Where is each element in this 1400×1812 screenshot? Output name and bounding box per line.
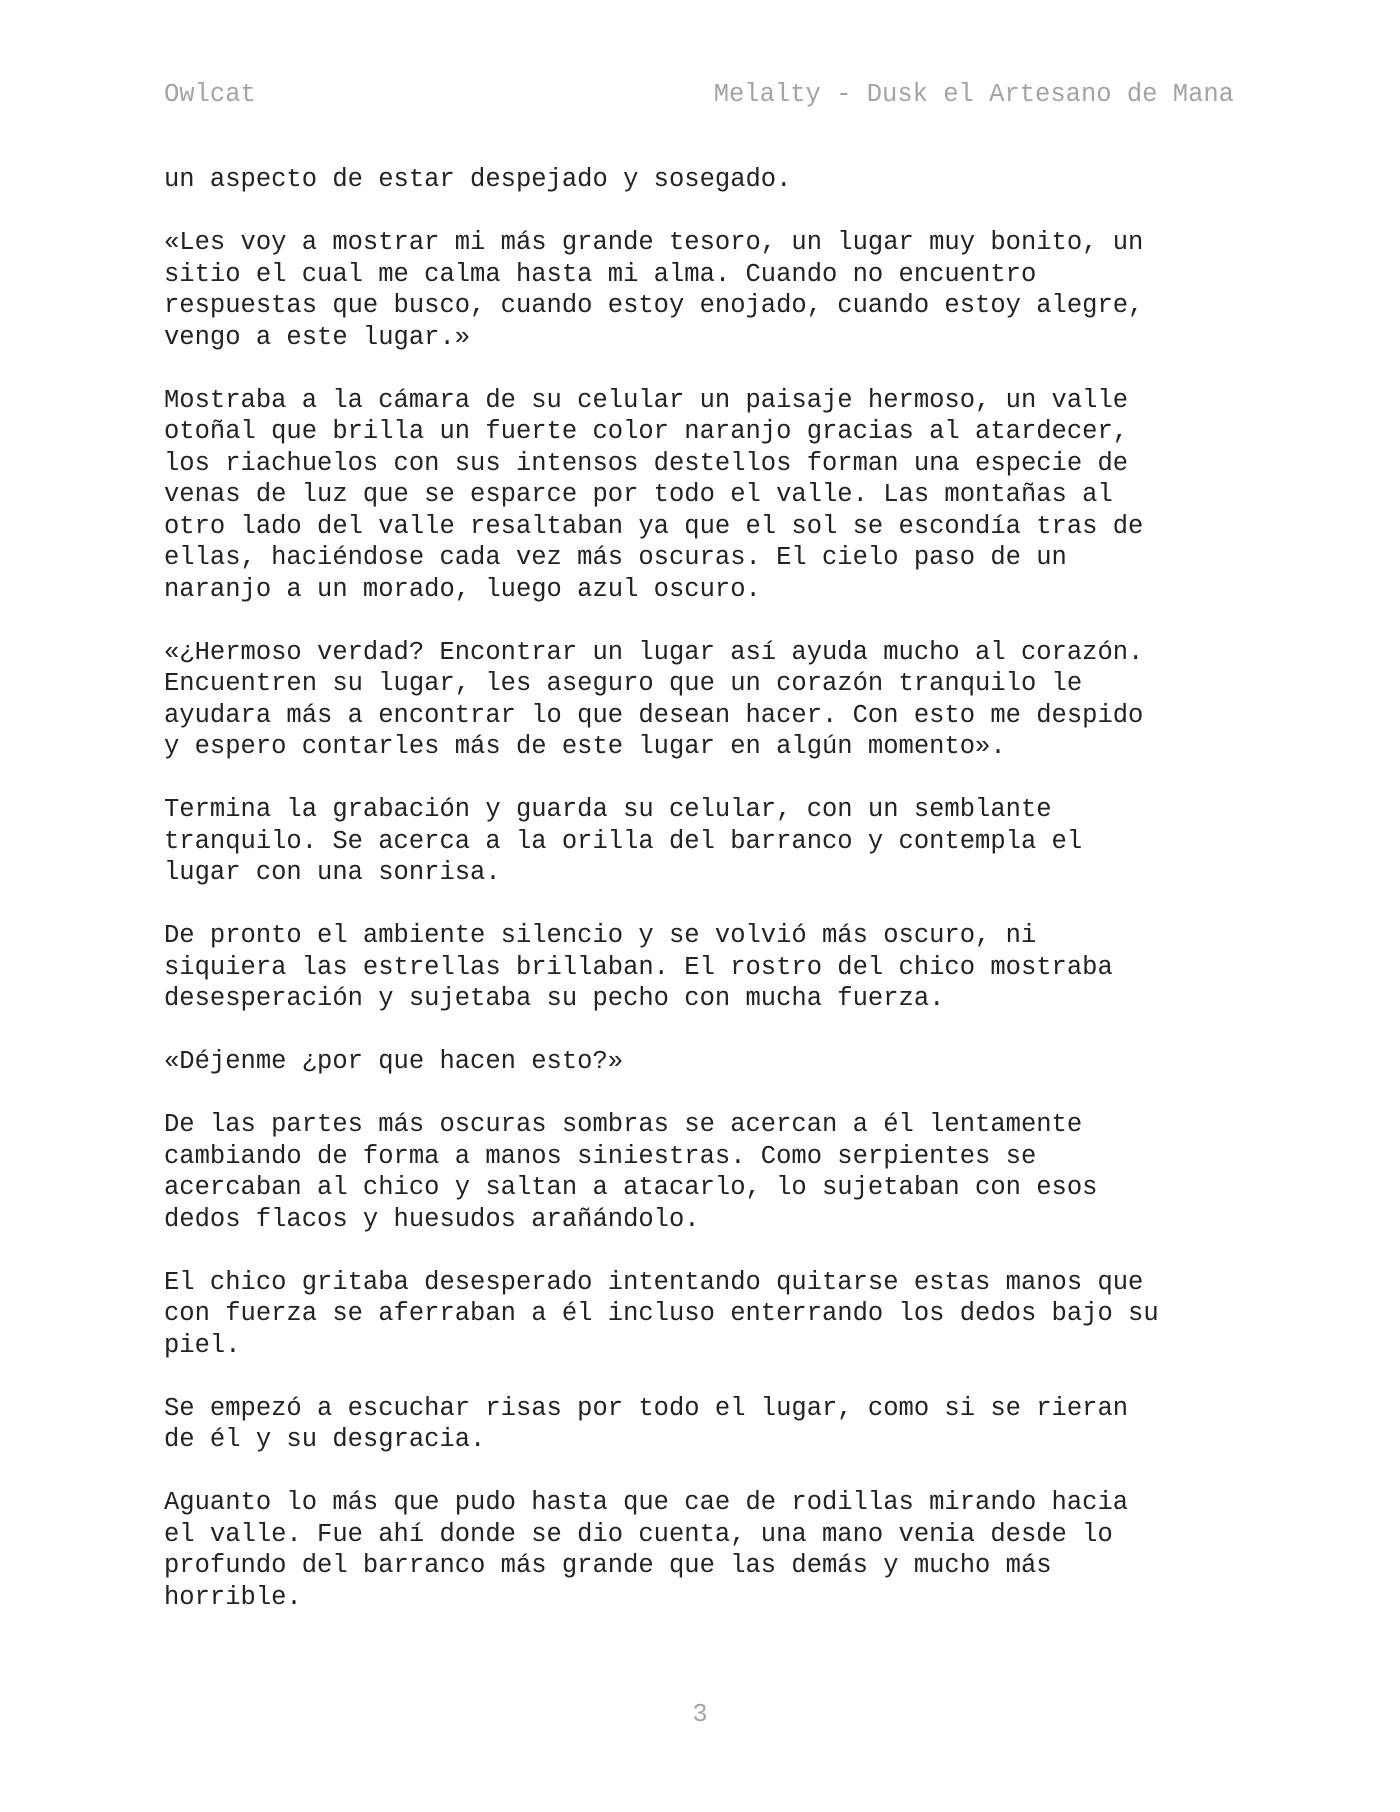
paragraph: De las partes más oscuras sombras se acercan a él lentamente cambiando de forma a manos siniestras. Como serpientes se acercaban al chico y saltan a atacarlo, lo sujetaban con esos dedos flacos y huesudos arañándolo. <box>164 1110 1098 1234</box>
paragraph: Mostraba a la cámara de su celular un paisaje hermoso, un valle otoñal que brilla un fuerte color naranjo gracias al atardecer, los riachuelos con sus intensos destellos forman una especie de venas de luz que se esparce por todo el valle. Las montañas al otro lado del valle resaltaban ya que el sol se escondía tras de ellas, haciéndose cada vez más oscuras. El cielo paso de un naranjo a un morado, luego azul oscuro. <box>164 385 1144 604</box>
paragraph: Termina la grabación y guarda su celular, con un semblante tranquilo. Se acerca a la orilla del barranco y contempla el lugar con una sonrisa. <box>164 795 1083 887</box>
paragraph: Aguanto lo más que pudo hasta que cae de rodillas mirando hacia el valle. Fue ahí donde se dio cuenta, una mano venia desde lo profundo del barranco más grande que las demás y mucho más horrible. <box>164 1488 1129 1612</box>
page-number: 3 <box>692 1700 708 1729</box>
paragraph: De pronto el ambiente silencio y se volvió más oscuro, ni siquiera las estrellas brillaban. El rostro del chico mostraba desesperación y sujetaba su pecho con mucha fuerza. <box>164 921 1113 1013</box>
paragraph: Se empezó a escuchar risas por todo el lugar, como si se rieran de él y su desgracia. <box>164 1393 1129 1454</box>
paragraph: «Déjenme ¿por que hacen esto?» <box>164 1047 624 1076</box>
header-author: Owlcat <box>164 80 256 109</box>
header-title: Melalty - Dusk el Artesano de Mana <box>713 80 1234 109</box>
paragraph: un aspecto de estar despejado y sosegado. <box>164 165 792 194</box>
page-header <box>164 80 1234 120</box>
paragraph: «Les voy a mostrar mi más grande tesoro, un lugar muy bonito, un sitio el cual me calma hasta mi alma. Cuando no encuentro respuestas que busco, cuando estoy enojado, cuando estoy alegre, vengo a este lugar.» <box>164 228 1144 352</box>
page-body <box>164 164 1254 1645</box>
paragraph: El chico gritaba desesperado intentando quitarse estas manos que con fuerza se aferraban a él incluso enterrando los dedos bajo su piel. <box>164 1267 1159 1360</box>
paragraph: «¿Hermoso verdad? Encontrar un lugar así ayuda mucho al corazón. Encuentren su lugar, les aseguro que un corazón tranquilo le ayudara más a encontrar lo que desean hacer. Con esto me despido y espero contarles más de este lugar en algún momento». <box>164 637 1144 761</box>
